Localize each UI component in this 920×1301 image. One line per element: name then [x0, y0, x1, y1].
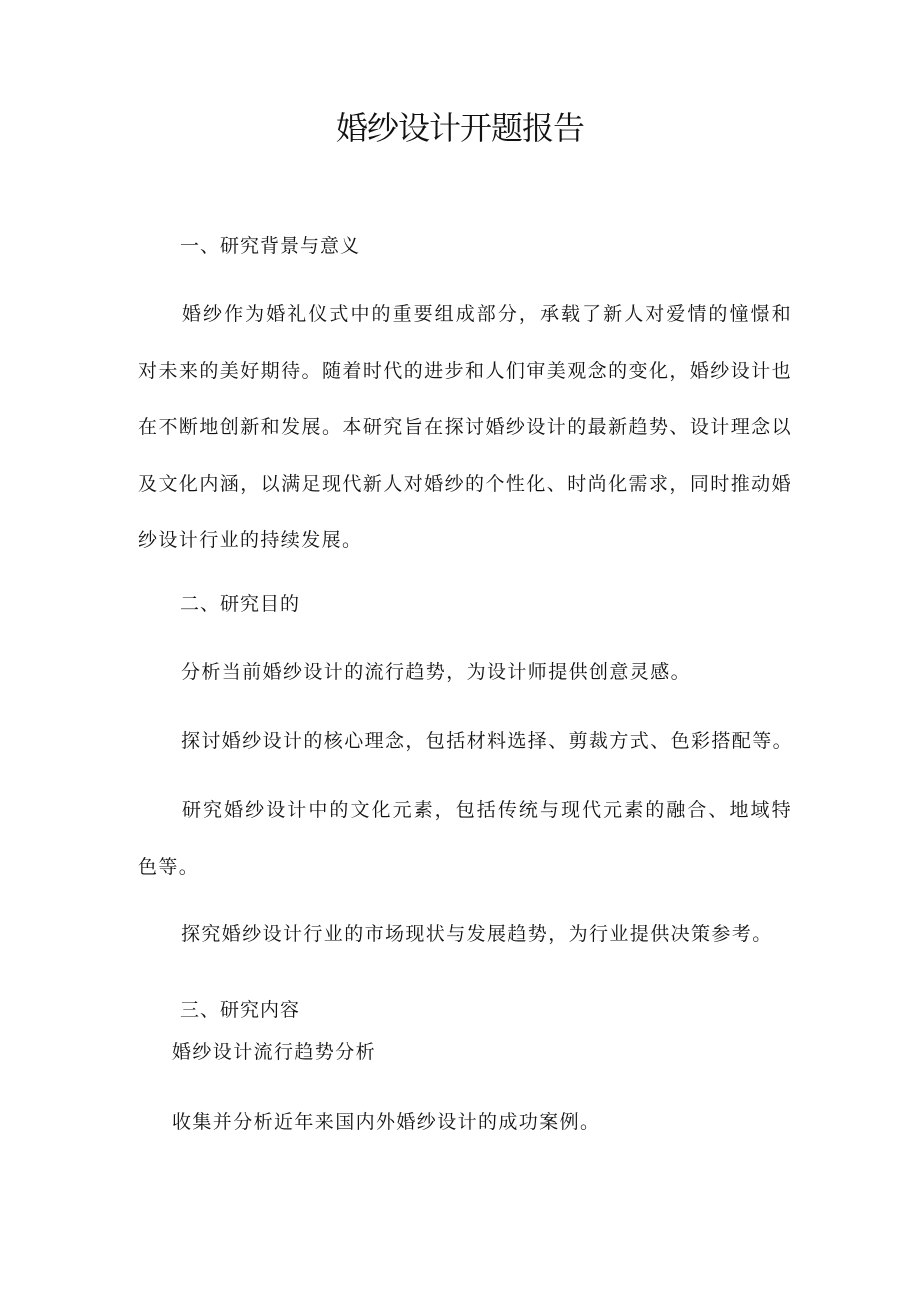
objective-item-3: 研究婚纱设计中的文化元素，包括传统与现代元素的融合、地域特色等。: [138, 799, 792, 878]
section-heading-background: 一、研究背景与意义: [180, 235, 361, 257]
content-subheading: 婚纱设计流行趋势分析: [172, 1041, 377, 1063]
section-heading-content: 三、研究内容: [180, 999, 301, 1021]
objective-item-4: 探究婚纱设计行业的市场现状与发展趋势，为行业提供决策参考。: [181, 923, 773, 945]
section-paragraph-background: 婚纱作为婚礼仪式中的重要组成部分，承载了新人对爱情的憧憬和对未来的美好期待。随着时代的进步和人们审美观念的变化，婚纱设计也在不断地创新和发展。本研究旨在探讨婚纱设计的最新趋势、设计理念以及文化内涵，以满足现代新人对婚纱的个性化、时尚化需求，同时推动婚纱设计行业的持续发展。: [138, 303, 792, 551]
section-heading-objectives: 二、研究目的: [180, 593, 301, 615]
document-title: 婚纱设计开题报告: [335, 109, 584, 147]
objective-item-1: 分析当前婚纱设计的流行趋势，为设计师提供创意灵感。: [181, 661, 692, 683]
content-item-1: 收集并分析近年来国内外婚纱设计的成功案例。: [172, 1111, 601, 1133]
objective-item-2: 探讨婚纱设计的核心理念，包括材料选择、剪裁方式、色彩搭配等。: [181, 730, 794, 752]
